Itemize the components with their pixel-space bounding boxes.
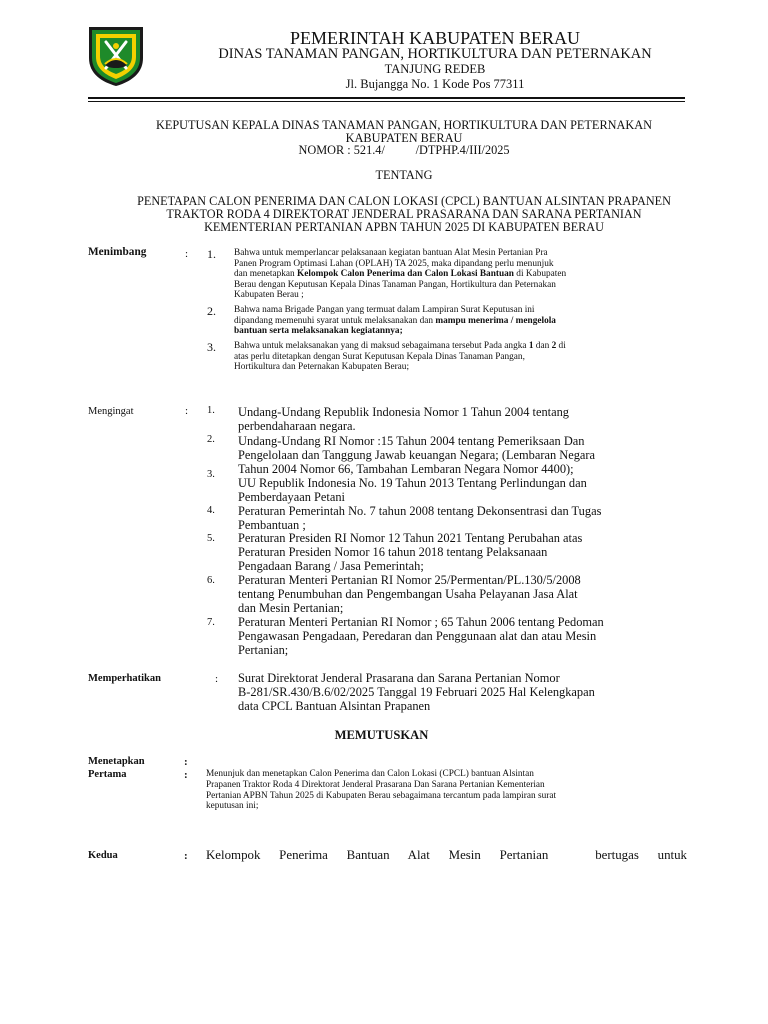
decree-subject-line-2: TRAKTOR RODA 4 DIREKTORAT JENDERAL PRASARANA DAN SARANA PERTANIAN [166, 207, 642, 221]
kedua-colon: : [184, 850, 188, 862]
mengingat-6-line-3: dan Mesin Pertanian; [238, 601, 344, 616]
mengingat-7-line-2: Pengawasan Pengadaan, Peredaran dan Penggunaan alat dan atau Mesin [238, 629, 597, 644]
memperhatikan-label: Memperhatikan [88, 673, 161, 684]
header-rule-thick [88, 97, 685, 99]
menimbang-item-1 [234, 248, 686, 301]
memperhatikan-line-1: Surat Direktorat Jenderal Prasarana dan Sarana Pertanian Nomor [238, 671, 560, 685]
decree-number: NOMOR : 521.4/ /DTPHP.4/III/2025 [298, 143, 510, 157]
menimbang-item-2 [234, 305, 686, 337]
menimbang-label: Menimbang [88, 246, 147, 258]
mengingat-5-line-1: Peraturan Presiden RI Nomor 12 Tahun 2021 Tentang Perubahan atas [238, 531, 583, 545]
menimbang-2-line-2: dipandang memenuhi syarat untuk melaksanakan dan mampu menerima / mengelola [234, 315, 556, 326]
decree-subject-line-3: KEMENTERIAN PERTANIAN APBN TAHUN 2025 DI KABUPATEN BERAU [204, 220, 604, 234]
menetapkan-colon: : [184, 756, 188, 768]
menimbang-2-line-3: bantuan serta melaksanakan kegiatannya; [234, 326, 403, 337]
memperhatikan-line-3: data CPCL Bantuan Alsintan Prapanen [238, 699, 431, 714]
kedua-text: Kelompok Penerima Bantuan Alat Mesin Pertanian bertugas untuk [206, 848, 687, 862]
mengingat-1-line-2: perbendaharaan negara. [238, 419, 356, 434]
mengingat-item-2-num: 2. [207, 434, 215, 445]
pertama-text [206, 769, 687, 812]
mengingat-colon: : [185, 405, 189, 417]
mengingat-item-4 [238, 504, 687, 532]
menimbang-1-line-1: Bahwa untuk memperlancar pelaksanaan kegiatan bantuan Alat Mesin Pertanian Pra [234, 248, 548, 258]
menetapkan-label: Menetapkan [88, 756, 145, 767]
menimbang-3-line-3: Hortikultura dan Peternakan Kabupaten Berau; [234, 362, 410, 373]
memutuskan-heading: MEMUTUSKAN [334, 728, 429, 742]
menimbang-1-line-4: Berau dengan Keputusan Kepala Dinas Tanaman Pangan, Hortikultura dan Peternakan [234, 279, 556, 290]
mengingat-2-line-3: Tahun 2004 Nomor 66, Tambahan Lembaran Negara Nomor 4400); [238, 462, 574, 477]
menimbang-item-2-num: 2. [207, 304, 216, 318]
mengingat-6-line-2: tentang Penumbuhan dan Pengembangan Usaha Pelayanan Jasa Alat [238, 587, 578, 602]
memperhatikan-line-2: B-281/SR.430/B.6/02/2025 Tanggal 19 Februari 2025 Hal Kelengkapan [238, 685, 595, 700]
decree-about: TENTANG [375, 168, 433, 182]
mengingat-6-line-1: Peraturan Menteri Pertanian RI Nomor 25/Permentan/PL.130/5/2008 [238, 573, 581, 587]
decree-subject-line-1: PENETAPAN CALON PENERIMA DAN CALON LOKASI (CPCL) BANTUAN ALSINTAN PRAPANEN [137, 194, 671, 208]
office-address: Jl. Bujangga No. 1 Kode Pos 77311 [345, 77, 525, 91]
menimbang-3-line-1: Bahwa untuk melaksanakan yang di maksud sebagaimana tersebut Pada angka 1 dan 2 di [234, 341, 566, 351]
menimbang-item-3-num: 3. [207, 340, 216, 354]
mengingat-item-6-num: 6. [207, 575, 215, 586]
mengingat-3-line-2: Pemberdayaan Petani [238, 490, 346, 505]
menimbang-item-1-num: 1. [207, 247, 216, 261]
mengingat-item-7 [238, 615, 687, 657]
pertama-label: Pertama [88, 769, 127, 780]
department-name: DINAS TANAMAN PANGAN, HORTIKULTURA DAN PETERNAKAN [218, 46, 652, 62]
memperhatikan-text [238, 671, 687, 713]
mengingat-5-line-3: Pengadaan Barang / Jasa Pemerintah; [238, 559, 424, 574]
menimbang-3-line-2: atas perlu ditetapkan dengan Surat Keputusan Kepala Dinas Tanaman Pangan, [234, 351, 525, 362]
mengingat-item-2 [238, 434, 687, 476]
pertama-colon: : [184, 769, 188, 781]
mengingat-3-line-1: UU Republik Indonesia No. 19 Tahun 2013 Tentang Perlindungan dan [238, 476, 587, 490]
mengingat-item-5 [238, 531, 687, 573]
mengingat-5-line-2: Peraturan Presiden Nomor 16 tahun 2018 tentang Pelaksanaan [238, 545, 548, 560]
mengingat-2-line-1: Undang-Undang RI Nomor :15 Tahun 2004 tentang Pemeriksaan Dan [238, 434, 585, 448]
regency-logo [86, 24, 146, 88]
org-name: PEMERINTAH KABUPATEN BERAU [290, 28, 580, 48]
mengingat-1-line-1: Undang-Undang Republik Indonesia Nomor 1 Tahun 2004 tentang [238, 405, 569, 419]
pertama-line-4: keputusan ini; [206, 801, 259, 812]
menimbang-1-line-5: Kabupaten Berau ; [234, 290, 304, 301]
menimbang-1-line-3: dan menetapkan Kelompok Calon Penerima dan Calon Lokasi Bantuan di Kabupaten [234, 269, 567, 280]
mengingat-item-7-num: 7. [207, 617, 215, 628]
mengingat-4-line-1: Peraturan Pemerintah No. 7 tahun 2008 tentang Dekonsentrasi dan Tugas [238, 504, 602, 518]
mengingat-item-5-num: 5. [207, 533, 215, 544]
mengingat-2-line-2: Pengelolaan dan Tanggung Jawab keuangan Negara; (Lembaran Negara [238, 448, 596, 463]
regency-seal-icon [86, 24, 146, 88]
mengingat-item-3 [238, 476, 687, 504]
decree-title-line-2: KABUPATEN BERAU [345, 131, 463, 145]
mengingat-item-3-num: 3. [207, 469, 215, 480]
decree-title-line-1: KEPUTUSAN KEPALA DINAS TANAMAN PANGAN, HORTIKULTURA DAN PETERNAKAN [155, 118, 653, 132]
mengingat-7-line-1: Peraturan Menteri Pertanian RI Nomor ; 65 Tahun 2006 tentang Pedoman [238, 615, 604, 629]
mengingat-item-4-num: 4. [207, 505, 215, 516]
menimbang-2-line-1: Bahwa nama Brigade Pangan yang termuat dalam Lampiran Surat Keputusan ini [234, 305, 535, 315]
menimbang-item-3 [234, 341, 686, 373]
mengingat-7-line-3: Pertanian; [238, 643, 289, 658]
mengingat-4-line-2: Pembantuan ; [238, 518, 306, 533]
mengingat-label: Mengingat [88, 406, 134, 417]
kedua-label: Kedua [88, 850, 118, 861]
header-rule-thin [88, 101, 685, 102]
mengingat-item-1 [238, 405, 687, 433]
menimbang-1-line-2: Panen Program Optimasi Lahan (OPLAH) TA 2025, maka dipandang perlu menunjuk [234, 258, 554, 269]
menimbang-colon: : [185, 248, 189, 260]
pertama-line-3: Pertanian APBN Tahun 2025 di Kabupaten Berau sebagaimana tercantum pada lampiran surat [206, 790, 557, 801]
mengingat-item-6 [238, 573, 687, 615]
mengingat-item-1-num: 1. [207, 405, 215, 416]
city-name: TANJUNG REDEB [384, 62, 486, 76]
pertama-line-1: Menunjuk dan menetapkan Calon Penerima dan Calon Lokasi (CPCL) bantuan Alsintan [206, 769, 534, 779]
pertama-line-2: Prapanen Traktor Roda 4 Direktorat Jenderal Prasarana Dan Sarana Pertanian Kementerian [206, 779, 545, 790]
memperhatikan-colon: : [215, 673, 219, 685]
